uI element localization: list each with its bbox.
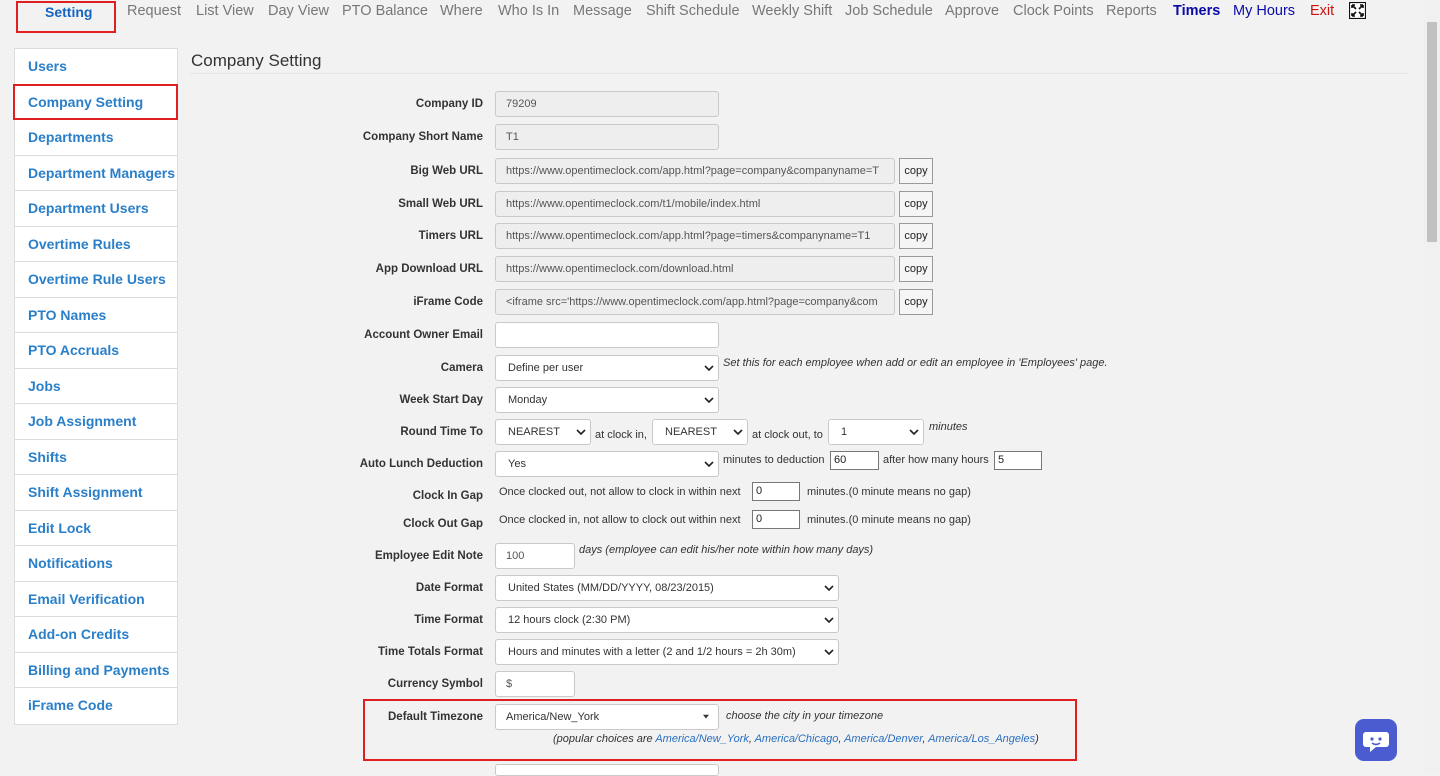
at-clock-in-text: at clock in, — [595, 429, 647, 441]
clock-in-gap-input[interactable]: 0 — [752, 482, 800, 501]
timers-url-label: Timers URL — [418, 230, 483, 242]
sidebar-item-departments[interactable]: Departments — [15, 120, 177, 156]
title-divider — [190, 73, 1408, 74]
popular-suffix: ) — [1035, 733, 1039, 745]
auto-lunch-value: Yes — [508, 458, 526, 470]
sidebar-item-add-on-credits[interactable]: Add-on Credits — [15, 617, 177, 653]
sidebar-item-jobs[interactable]: Jobs — [15, 369, 177, 405]
iframe-code-label: iFrame Code — [413, 296, 483, 308]
tz-link-denver[interactable]: America/Denver — [844, 733, 923, 745]
copy-small-web-url-button[interactable]: copy — [899, 191, 933, 217]
sidebar-item-overtime-rules[interactable]: Overtime Rules — [15, 227, 177, 263]
chat-widget-button[interactable] — [1355, 719, 1397, 761]
nav-approve[interactable]: Approve — [945, 3, 1000, 19]
big-web-url-field[interactable]: https://www.opentimeclock.com/app.html?page=company&companyname=T — [495, 158, 895, 184]
tz-link-chicago[interactable]: America/Chicago — [754, 733, 839, 745]
chevron-down-icon — [733, 428, 743, 436]
time-format-select[interactable] — [495, 607, 839, 633]
sidebar-item-edit-lock[interactable]: Edit Lock — [15, 511, 177, 547]
sidebar-item-pto-accruals[interactable]: PTO Accruals — [15, 333, 177, 369]
auto-lunch-select[interactable] — [495, 451, 719, 477]
chevron-down-icon — [704, 460, 714, 468]
timezone-label: Default Timezone — [388, 711, 483, 723]
nav-reports[interactable]: Reports — [1106, 3, 1157, 19]
sidebar-item-shift-assignment[interactable]: Shift Assignment — [15, 475, 177, 511]
deduct-minutes-input[interactable]: 60 — [830, 451, 879, 470]
date-format-label: Date Format — [415, 582, 483, 594]
camera-label: Camera — [440, 362, 483, 374]
nav-timers[interactable]: Timers — [1173, 3, 1221, 19]
owner-email-label: Account Owner Email — [364, 329, 483, 341]
short-name-field: T1 — [495, 124, 719, 150]
app-download-url-field[interactable]: https://www.opentimeclock.com/download.html — [495, 256, 895, 282]
date-format-value: United States (MM/DD/YYYY, 08/23/2015) — [508, 582, 714, 594]
sidebar-item-pto-names[interactable]: PTO Names — [15, 298, 177, 334]
chevron-down-icon — [704, 364, 714, 372]
date-format-select[interactable] — [495, 575, 839, 601]
chevron-down-icon — [576, 428, 586, 436]
short-name-label: Company Short Name — [362, 131, 483, 143]
round-minutes-select[interactable] — [828, 419, 924, 445]
sidebar-item-overtime-rule-users[interactable]: Overtime Rule Users — [15, 262, 177, 298]
sidebar-item-department-users[interactable]: Department Users — [15, 191, 177, 227]
at-clock-out-text: at clock out, to — [752, 429, 823, 441]
time-totals-value: Hours and minutes with a letter (2 and 1/2 hours = 2h 30m) — [508, 646, 796, 658]
timezone-select[interactable] — [495, 704, 719, 730]
copy-big-web-url-button[interactable]: copy — [899, 158, 933, 184]
round-time-label: Round Time To — [400, 426, 483, 438]
tz-link-los-angeles[interactable]: America/Los_Angeles — [928, 733, 1036, 745]
small-web-url-label: Small Web URL — [398, 198, 483, 210]
popular-prefix: (popular choices are — [553, 733, 653, 745]
sidebar-item-email-verification[interactable]: Email Verification — [15, 582, 177, 618]
sidebar-item-company-setting[interactable]: Company Setting — [15, 85, 177, 121]
timezone-popular-choices: (popular choices are America/New_York, America/Chicago, America/Denver, America/Los_Angeles) — [553, 733, 1039, 745]
company-id-label: Company ID — [415, 98, 483, 110]
nav-shift-schedule[interactable]: Shift Schedule — [646, 3, 740, 19]
sidebar-item-shifts[interactable]: Shifts — [15, 440, 177, 476]
tz-link-new-york[interactable]: America/New_York — [655, 733, 749, 745]
round-minutes-text: minutes — [929, 421, 968, 433]
fullscreen-icon[interactable] — [1349, 2, 1366, 19]
caret-down-icon — [702, 714, 710, 720]
round-clock-in-value: NEAREST — [508, 426, 560, 438]
nav-clock-points[interactable]: Clock Points — [1013, 3, 1094, 19]
nav-where[interactable]: Where — [440, 3, 483, 19]
timezone-value: America/New_York — [506, 711, 600, 723]
round-minutes-value: 1 — [841, 426, 848, 438]
after-hours-input[interactable]: 5 — [994, 451, 1042, 470]
chevron-down-icon — [704, 396, 714, 404]
week-start-label: Week Start Day — [399, 394, 483, 406]
round-clock-out-select[interactable] — [652, 419, 748, 445]
edit-note-text: days (employee can edit his/her note within how many days) — [579, 544, 874, 556]
top-nav — [0, 0, 1424, 24]
round-clock-out-value: NEAREST — [665, 426, 717, 438]
big-web-url-label: Big Web URL — [410, 165, 483, 177]
nav-message[interactable]: Message — [573, 3, 632, 19]
sidebar-item-users[interactable]: Users — [15, 49, 177, 85]
nav-job-schedule[interactable]: Job Schedule — [845, 3, 933, 19]
week-start-select[interactable] — [495, 387, 719, 413]
round-clock-in-select[interactable] — [495, 419, 591, 445]
edit-note-label: Employee Edit Note — [375, 550, 483, 562]
clock-out-gap-text: Once clocked in, not allow to clock out within next — [499, 514, 741, 526]
camera-select[interactable] — [495, 355, 719, 381]
time-totals-label: Time Totals Format — [377, 646, 483, 658]
nav-who-is-in[interactable]: Who Is In — [498, 3, 560, 19]
app-download-url-label: App Download URL — [375, 263, 483, 275]
copy-timers-url-button[interactable]: copy — [899, 223, 933, 249]
clock-out-gap-label: Clock Out Gap — [403, 518, 483, 530]
chevron-down-icon — [824, 584, 834, 592]
nav-weekly-shift[interactable]: Weekly Shift — [752, 3, 833, 19]
time-format-label: Time Format — [414, 614, 483, 626]
scrollbar-thumb[interactable] — [1427, 22, 1437, 242]
nav-list-view[interactable]: List View — [196, 3, 254, 19]
camera-select-value: Define per user — [508, 362, 584, 374]
chevron-down-icon — [824, 616, 834, 624]
auto-lunch-label: Auto Lunch Deduction — [359, 458, 483, 470]
time-format-value: 12 hours clock (2:30 PM) — [508, 614, 631, 626]
nav-setting[interactable]: Setting — [45, 4, 93, 20]
sidebar-item-job-assignment[interactable]: Job Assignment — [15, 404, 177, 440]
copy-iframe-code-button[interactable]: copy — [899, 289, 933, 315]
nav-day-view[interactable]: Day View — [268, 3, 329, 19]
clock-in-gap-label: Clock In Gap — [412, 490, 483, 502]
currency-label: Currency Symbol — [387, 678, 483, 690]
camera-note: Set this for each employee when add or edit an employee in 'Employees' page. — [723, 357, 1108, 369]
nav-my-hours[interactable]: My Hours — [1233, 3, 1296, 19]
sidebar-item-department-managers[interactable]: Department Managers — [15, 156, 177, 192]
company-id-field: 79209 — [495, 91, 719, 117]
deduct-minutes-text: minutes to deduction — [723, 454, 825, 466]
sidebar-item-iframe-code[interactable]: iFrame Code — [28, 697, 113, 713]
clock-in-gap-text: Once clocked out, not allow to clock in within next — [499, 486, 741, 498]
chevron-down-icon — [909, 428, 919, 436]
clock-out-gap-suffix: minutes.(0 minute means no gap) — [807, 514, 971, 526]
time-totals-select[interactable] — [495, 639, 839, 665]
nav-pto-balance[interactable]: PTO Balance — [342, 3, 428, 19]
nav-exit[interactable]: Exit — [1310, 3, 1335, 19]
sidebar-item-notifications[interactable]: Notifications — [15, 546, 177, 582]
copy-app-download-url-button[interactable]: copy — [899, 256, 933, 282]
nav-request[interactable]: Request — [127, 3, 182, 19]
chevron-down-icon — [824, 648, 834, 656]
iframe-code-field[interactable]: <iframe src='https://www.opentimeclock.com/app.html?page=company&com — [495, 289, 895, 315]
clock-out-gap-input[interactable]: 0 — [752, 510, 800, 529]
page-title: Company Setting — [191, 51, 322, 70]
after-hours-text: after how many hours — [883, 454, 989, 466]
settings-sidebar — [14, 48, 178, 725]
currency-input[interactable]: $ — [495, 671, 575, 697]
timers-url-field[interactable]: https://www.opentimeclock.com/app.html?page=timers&companyname=T1 — [495, 223, 895, 249]
next-field-partial[interactable] — [495, 764, 719, 776]
sidebar-item-billing-and-payments[interactable]: Billing and Payments — [15, 653, 177, 689]
small-web-url-field[interactable]: https://www.opentimeclock.com/t1/mobile/index.html — [495, 191, 895, 217]
chat-icon — [1355, 719, 1397, 761]
owner-email-input[interactable] — [495, 322, 719, 348]
timezone-note: choose the city in your timezone — [726, 710, 884, 722]
clock-in-gap-suffix: minutes.(0 minute means no gap) — [807, 486, 971, 498]
week-start-select-value: Monday — [508, 394, 548, 406]
edit-note-input[interactable]: 100 — [495, 543, 575, 569]
